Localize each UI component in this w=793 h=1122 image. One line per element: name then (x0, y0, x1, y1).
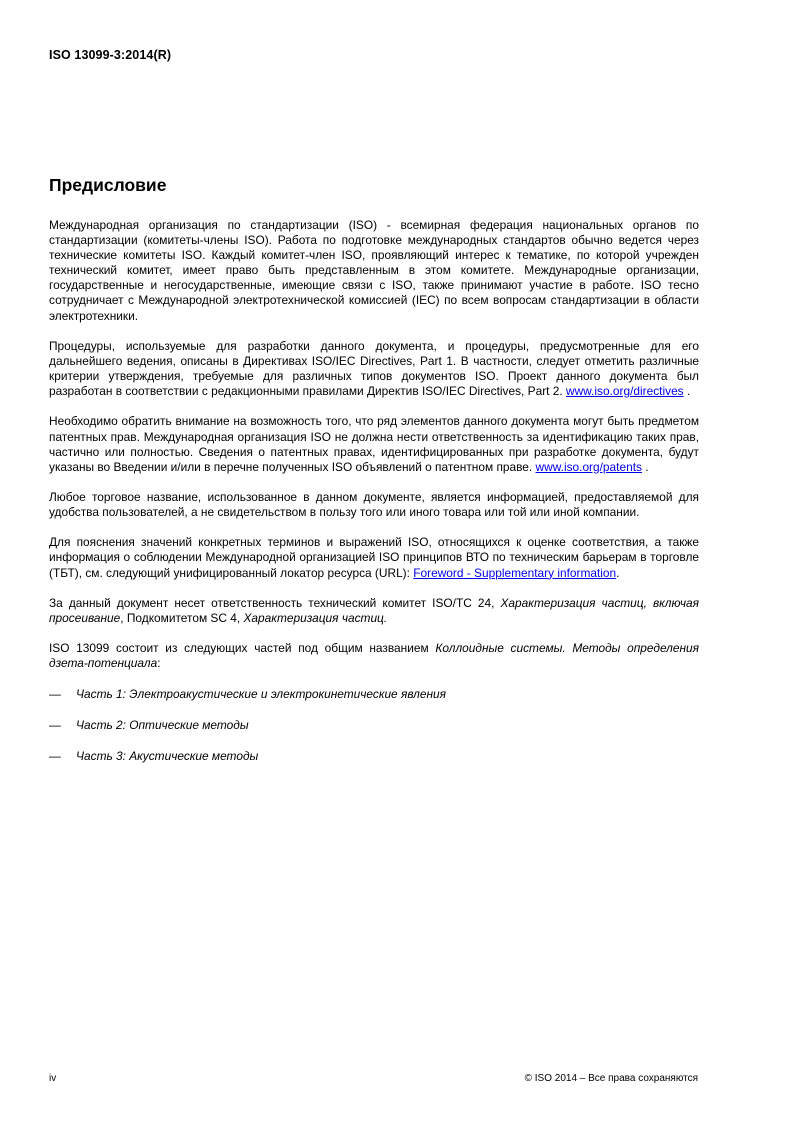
list-item-text: Часть 1: Электроакустические и электрокинетические явления (76, 686, 446, 701)
paragraph-6-italic-2: Характеризация частиц. (243, 610, 388, 625)
list-item-text: Часть 3: Акустические методы (76, 748, 259, 763)
paragraph-4: Любое торговое название, использованное в данном документе, является информацией, предоставляемой для удобства пользователей, а не свидетельством в пользу того или иного товара или той или иной компании. (49, 489, 699, 520)
paragraph-6-text-1: За данный документ несет ответственность технический комитет ISO/TC 24, (49, 595, 495, 610)
paragraph-5 (49, 535, 699, 580)
paragraph-7-italic-1: Коллоидные системы. Методы определения дзета-потенциала (49, 641, 699, 671)
paragraph-2-text: Процедуры, используемые для разработки данного документа, и процедуры, предусмотренные для его дальнейшего ведения, описаны в Директивах ISO/IEC Directives, Part 1. В частности, следует отметить различные критерии утверждения, требуемые для различных типов документов ISO. Проект данного документа был разработан в соответствии с редакционными правилами Директив ISO/IEC Directives, Part 2. (49, 338, 699, 399)
paragraph-3-text: Необходимо обратить внимание на возможность того, что ряд элементов данного документа могут быть предметом патентных прав. Международная организация ISO не должна нести ответственность за идентификацию таких прав, частично или полностью. Сведения о патентных правах, идентифицированных при разработке документа, будут указаны во Введении и/или в перечне полученных ISO объявлений о патентном праве. (49, 414, 699, 474)
list-dash: — (49, 686, 61, 701)
page-title: Предисловие (49, 175, 167, 195)
paragraph-5-text: Для пояснения значений конкретных терминов и выражений ISO, относящихся к оценке соответствия, а также информация о соблюдении Международной организацией ISO принципов ВТО по техническим барьерам в торговле (ТБТ), см. следующий унифицированный локатор ресурса (URL): (49, 535, 699, 580)
list-dash: — (49, 717, 61, 732)
paragraph-7-text-1: ISO 13099 состоит из следующих частей под общим названием (49, 641, 429, 656)
paragraph-2 (49, 339, 699, 399)
list-item (49, 718, 699, 733)
page-number: iv (49, 1073, 57, 1084)
copyright-notice: © ISO 2014 – Все права сохраняются (524, 1073, 698, 1084)
patents-link[interactable]: www.iso.org/patents (535, 459, 642, 474)
paragraph-1: Международная организация по стандартизации (ISO) - всемирная федерация национальных органов по стандартизации (комитеты-члены ISO). Работа по подготовке международных стандартов обычно ведется через технические комитеты ISO. Каждый комитет-член ISO, проявляющий интерес к тематике, по которой учрежден технический комитет, имеет право быть представленным в этом комитете. Международные организации, государственные и негосударственные, имеющие связи с ISO, также принимают участие в работе. ISO тесно сотрудничает с Международной электротехнической комиссией (IEC) по всем вопросам стандартизации в области электротехники. (49, 218, 699, 323)
list-item-text: Часть 2: Оптические методы (76, 717, 249, 732)
paragraph-6-text-2: , Подкомитетом SC 4, (120, 610, 241, 625)
list-item (49, 749, 699, 764)
paragraph-5-end: . (616, 565, 620, 580)
list-item (49, 687, 699, 702)
list-dash: — (49, 748, 61, 763)
paragraph-7-text-2: : (157, 656, 161, 671)
paragraph-2-end: . (686, 384, 691, 399)
paragraph-3 (49, 414, 699, 474)
foreword-body (49, 218, 699, 780)
paragraph-7 (49, 641, 699, 671)
paragraph-6 (49, 596, 699, 626)
directives-link[interactable]: www.iso.org/directives (566, 384, 684, 399)
paragraph-6-italic-1: Характеризация частиц, включая просеивание (49, 595, 699, 625)
supplementary-info-link[interactable]: Foreword - Supplementary information (413, 565, 617, 580)
document-id: ISO 13099-3:2014(R) (49, 48, 172, 62)
paragraph-3-end: . (645, 459, 649, 474)
